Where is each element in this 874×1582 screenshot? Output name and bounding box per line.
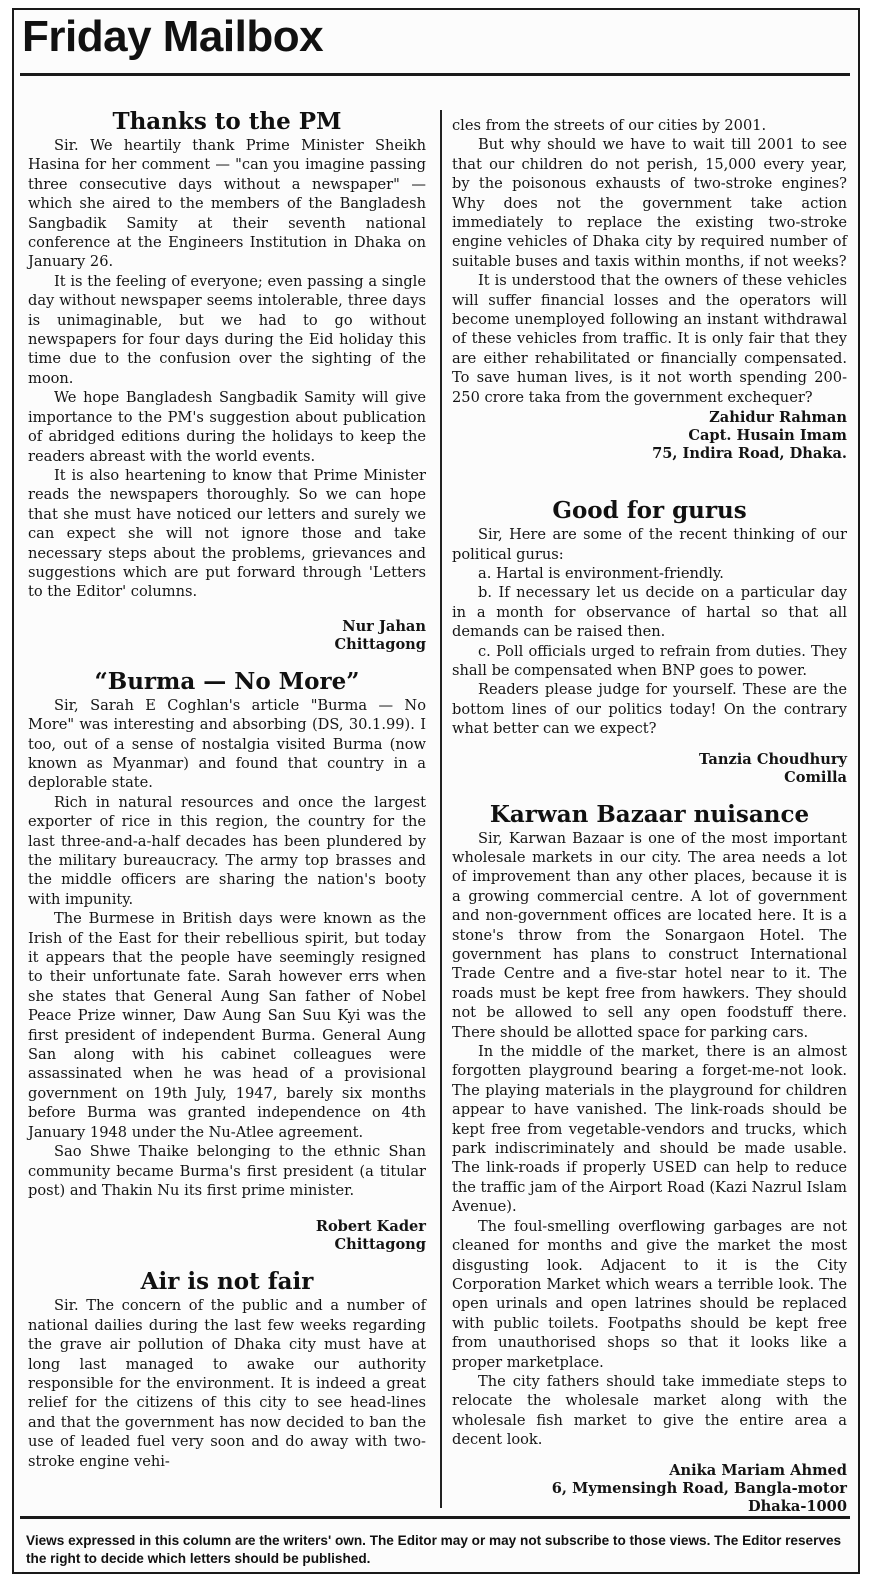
signature-address: 6, Mymensingh Road, Bangla-motor [551,1479,847,1497]
letter-paragraph: Sir. We heartily thank Prime Minister Sheikh Hasina for her comment — "can you imagine passing three consecutive days without a newspaper" — which she aired to the members of the Bangladesh Sangbadik Samity at their seventh national conference at the Engineers Institution in Dhaka on January 26. [28,137,426,271]
letter-paragraph: But why should we have to wait till 2001 to see that our children do not perish, 15,000 every year, by the poisonous exhausts of two-stroke engines? Why does not the government take action immediately to replace the existing two-stroke engine vehicles of Dhaka city by required number of suitable buses and taxis within months, if not weeks? [452,136,847,270]
letter-burma-no-more [28,668,426,1255]
signature-location: Chittagong [334,1236,426,1254]
signature-name: Robert Kader [315,1218,426,1236]
editorial-disclaimer: Views expressed in this column are the writers' own. The Editor may or may not subscribe to those views. The Editor reserves the right to decide which letters should be published. [26,1533,842,1566]
letter-headline: Good for gurus [552,497,747,525]
signature-location: Comilla [784,768,847,786]
letter-signature [452,1462,847,1516]
header-rule [20,73,850,76]
letter-headline: Thanks to the PM [112,108,342,135]
letter-paragraph-continued: cles from the streets of our cities by 2001. [452,117,767,134]
letter-signature [28,618,426,654]
letter-karwan-bazaar-nuisance [452,801,847,1516]
letter-paragraph: The city fathers should take immediate steps to relocate the wholesale market along with the wholesale fish market to give the entire area a decent look. [452,1372,847,1449]
letter-paragraph: Readers please judge for yourself. These are the bottom lines of our politics today! On the contrary what better can we expect? [452,681,847,738]
letter-paragraph: It is the feeling of everyone; even passing a single day without newspaper seems intolerable, three days is unimaginable, but we had to go without newspapers for four days during the Eid holiday this time due to the confusion over the sighting of the moon. [28,272,426,387]
signature-location: Chittagong [334,635,426,653]
signature-name: Nur Jahan [342,617,426,635]
column-divider [440,110,442,1508]
letter-good-for-gurus [452,497,847,786]
letter-paragraph: a. Hartal is environment-friendly. [478,564,724,582]
letter-paragraph: In the middle of the market, there is an almost forgotten playground bearing a forget-me-not look. The playing materials in the playground for children appear to have vanished. The link-roads should be kept free from vegetable-vendors and trucks, which park indiscriminately and should be made usable. The link-roads if properly USED can help to reduce the traffic jam of the Airport Road (Kazi Nazrul Islam Avenue). [452,1043,847,1216]
letter-headline: “Burma — No More” [94,667,360,695]
letter-air-is-not-fair [28,1268,426,1471]
letter-paragraph: We hope Bangladesh Sangbadik Samity will give importance to the PM's suggestion about publication of abridged editions during the holidays to keep the readers abreast with the world events. [28,389,426,465]
signature-name: Tanzia Choudhury [698,750,847,768]
letter-thanks-to-the-pm [28,108,426,654]
letter-paragraph: Sir, Sarah E Coghlan's article "Burma — No More" was interesting and absorbing (DS, 30.1.99). I too, out of a sense of nostalgia visited Burma (now known as Myanmar) and found that country in a deplorable state. [28,696,426,792]
letter-paragraph: Sir, Karwan Bazaar is one of the most important wholesale markets in our city. The area needs a lot of improvement than any other places, because it is a growing commercial centre. A lot of government and non-government offices are located here. It is a stone's throw from the Sonargaon Hotel. The government has plans to construct International Trade Centre and a five-star hotel near to it. The roads must be kept free from hawkers. They should not be allowed to sell any open foodstuff there. There should be allotted space for parking cars. [452,829,847,1041]
letter-signature [28,1218,426,1254]
footer-rule [20,1516,850,1519]
letter-air-is-not-fair-continued [452,116,847,463]
letter-paragraph: The Burmese in British days were known as the Irish of the East for their rebellious spirit, but today it appears that the people have seemingly resigned to their unfortunate fate. Sarah however errs when she states that General Aung San father of Nobel Peace Prize winner, Daw Aung San Suu Kyi was the first president of independent Burma. General Aung San along with his cabinet colleagues were assassinated when he was head of a provisional government on 19th July, 1947, barely six months before Burma was granted independence on 4th January 1948 under the Nu-Atlee agreement. [28,910,426,1141]
letter-signature [452,751,847,787]
signature-name: Anika Mariam Ahmed [669,1461,847,1479]
signature-city: Dhaka-1000 [748,1497,847,1515]
page-title: Friday Mailbox [22,12,324,61]
letter-paragraph: b. If necessary let us decide on a particular day in a month for observance of hartal so that all demands can be raised then. [452,584,847,641]
letter-paragraph: Sir, Here are some of the recent thinking of our political gurus: [452,526,847,563]
letter-paragraph: Sao Shwe Thaike belonging to the ethnic Shan community became Burma's first president (a titular post) and Thakin Nu its first prime minister. [28,1143,426,1199]
letter-paragraph: It is also heartening to know that Prime Minister reads the newspapers thoroughly. So we can hope that she must have noticed our letters and surely we can expect she will not ignore those and take necessary steps about the problems, grievances and suggestions which are put forward through 'Letters to the Editor' columns. [28,466,426,601]
letter-paragraph: Rich in natural resources and once the largest exporter of rice in this region, the country for the last three-and-a-half decades has been plundered by the military bureaucracy. The army top brasses and the middle officers are sharing the nation's booty with impunity. [28,793,426,908]
letter-paragraph: Sir. The concern of the public and a number of national dailies during the last few weeks regarding the grave air pollution of Dhaka city must have at long last managed to awake our authority responsible for the environment. It is indeed a great relief for the citizens of this city to see head-lines and that the government has now decided to ban the use of leaded fuel very soon and do away with two-stroke engine vehi- [28,1297,426,1470]
letter-headline: Air is not fair [140,1268,314,1296]
letter-signature [452,409,847,463]
signature-name: Capt. Husain Imam [688,427,847,445]
letter-paragraph: c. Poll officials urged to refrain from duties. They shall be compensated when BNP goes to power. [452,642,847,679]
left-column [28,108,426,1471]
letter-paragraph: It is understood that the owners of these vehicles will suffer financial losses and the operators will become unemployed following an instant withdrawal of these vehicles from traffic. It is only fair that they are either rehabilitated or financially compensated. To save human lives, is it not worth spending 200-250 crore taka from the government exchequer? [452,272,847,406]
letter-paragraph: The foul-smelling overflowing garbages are not cleaned for months and give the market the most disgusting look. Adjacent to it is the City Corporation Market which wears a terrible look. The open urinals and open latrines should be replaced with public toilets. Footpaths should be kept free from unauthorised shops so that it looks like a proper marketplace. [452,1217,847,1371]
right-column [452,116,847,1530]
letter-headline: Karwan Bazaar nuisance [489,800,810,828]
signature-name: Zahidur Rahman [709,409,847,427]
signature-address: 75, Indira Road, Dhaka. [652,445,847,463]
